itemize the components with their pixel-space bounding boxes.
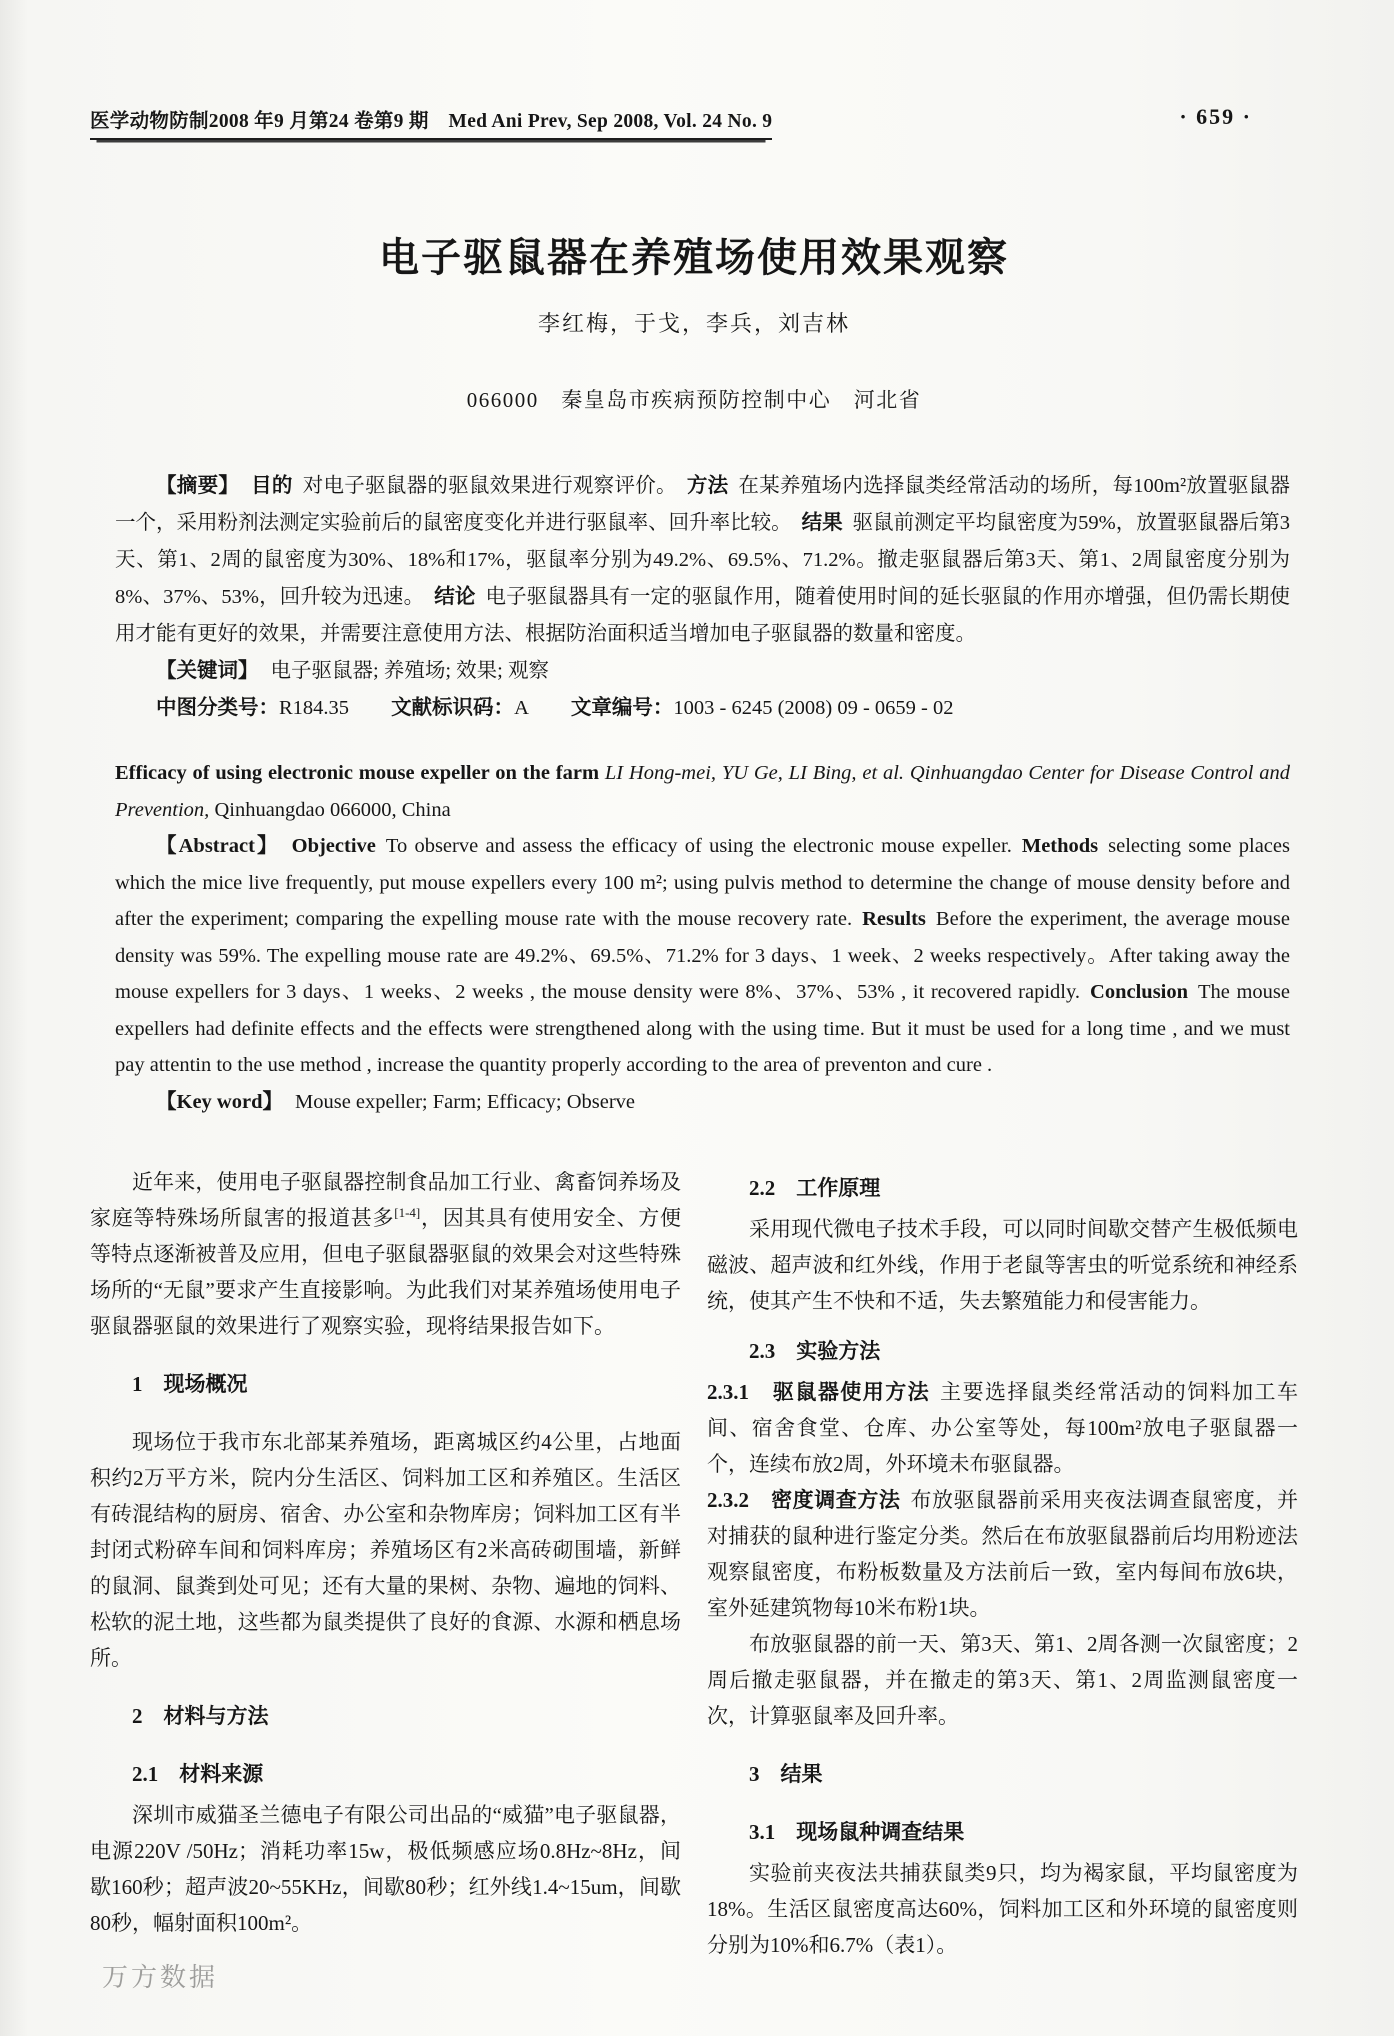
survey-result-paragraph: 实验前夹夜法共捕获鼠类9只，均为褐家鼠，平均鼠密度为18%。生活区鼠密度高达60%，饲料加工区和外环境的鼠密度则分别为10%和6.7%（表1）。 <box>707 1861 1298 1957</box>
affiliation-line: 066000 秦皇岛市疾病预防控制中心 河北省 <box>466 388 922 412</box>
art-label: 文章编号： <box>570 697 674 719</box>
page-number: · 659 · <box>1179 104 1252 129</box>
english-title-line <box>115 755 1290 828</box>
monitoring-schedule-paragraph: 布放驱鼠器的前一天、第3天、第1、2周各测一次鼠密度；2周后撤走驱鼠器，并在撤走的第3天、第1、2周监测鼠密度一次，计算驱鼠率及回升率。 <box>707 1632 1298 1728</box>
keywords-text: 电子驱鼠器; 养殖场; 效果; 观察 <box>270 660 549 682</box>
en-keyword-text: Mouse expeller; Farm; Efficacy; Observe <box>294 1090 636 1113</box>
conclusion-text: 电子驱鼠器具有一定的驱鼠作用，随着使用时间的延长驱鼠的作用亦增强，但仍需长期使用才能有更好的效果，并需要注意使用方法、根据防治面积适当增加电子驱鼠器的数量和密度。 <box>115 586 1290 645</box>
en-methods-text: selecting some places which the mice live frequently, put mouse expellers every 100 m²; using pulvis method to determine the change of mouse density before and after the experiment; comparing the expelling mouse rate with the mouse recovery rate. <box>115 835 1290 930</box>
subsection-heading-3-1: 3.1 现场鼠种调查结果 <box>749 1820 965 1844</box>
en-methods-head: Methods <box>1021 835 1099 857</box>
abstract-paragraph <box>115 468 1290 653</box>
chinese-abstract-block <box>115 468 1290 727</box>
english-title: Efficacy of using electronic mouse expeller on the farm <box>115 762 600 784</box>
authors-line: 李红梅，于戈，李兵，刘吉林 <box>537 311 850 336</box>
clc-value: R184.35 <box>279 697 350 719</box>
superscript-reference: [1-4] <box>394 1205 421 1220</box>
subsection-heading-2-2: 2.2 工作原理 <box>749 1176 881 1200</box>
en-conclusion-head: Conclusion <box>1090 981 1189 1003</box>
method-2-3-1-paragraph <box>707 1374 1298 1482</box>
subsection-heading-2-3: 2.3 实验方法 <box>749 1339 881 1363</box>
section-heading-1: 1 现场概况 <box>132 1372 248 1396</box>
results-text: 驱鼠前测定平均鼠密度为59%，放置驱鼠器后第3天、第1、2周的鼠密度为30%、18%和17%，驱鼠率分别为49.2%、69.5%、71.2%。撤走驱鼠器后第3天、第1、2周鼠密度分别为8%、37%、53%，回升较为迅速。 <box>115 512 1291 608</box>
subsection-heading-2-1: 2.1 材料来源 <box>132 1762 264 1786</box>
clc-label: 中图分类号： <box>156 697 279 719</box>
classification-line <box>115 690 1290 727</box>
english-affiliation-rest: Qinhuangdao 066000, China <box>214 798 451 821</box>
material-source-paragraph: 深圳市威猫圣兰德电子有限公司出品的“威猫”电子驱鼠器，电源220V /50Hz；消耗功率15w，极低频感应场0.8Hz~8Hz，间歇160秒；超声波20~55KHz，间歇80秒；红外线1.4~15um，间歇80秒，幅射面积100m²。 <box>90 1803 681 1935</box>
left-column <box>90 1164 681 1963</box>
methods-text: 在某养殖场内选择鼠类经常活动的场所，每100m²放置驱鼠器一个，采用粉剂法测定实验前后的鼠密度变化并进行驱鼠率、回升率比较。 <box>115 475 1291 534</box>
doc-value: A <box>514 697 529 719</box>
keywords-line <box>115 653 1290 690</box>
method-2-3-1-text: 主要选择鼠类经常活动的饲料加工车间、宿舍食堂、仓库、办公室等处，每100m²放电子驱鼠器一个，连续布放2周，外环境未布驱鼠器。 <box>707 1380 1298 1476</box>
journal-header <box>90 104 1298 140</box>
intro-paragraph <box>90 1164 681 1344</box>
article-title: 电子驱鼠器在养殖场使用效果观察 <box>379 235 1009 280</box>
heading-2-3-1: 2.3.1 驱鼠器使用方法 <box>707 1380 931 1404</box>
method-2-3-2-paragraph <box>707 1482 1298 1626</box>
en-abstract-label: 【Abstract】 <box>156 835 280 857</box>
intro-text-a: 近年来，使用电子驱鼠器控制食品加工行业、禽畜饲养场及家庭等特殊场所鼠害的报道甚多 <box>90 1170 681 1230</box>
working-principle-paragraph: 采用现代微电子技术手段，可以同时间歇交替产生极低频电磁波、超声波和红外线，作用于老鼠等害虫的听觉系统和神经系统，使其产生不快和不适，失去繁殖能力和侵害能力。 <box>707 1217 1298 1313</box>
en-results-text: Before the experiment, the average mouse density was 59%. The expelling mouse rate are 49.2%、69.5%、71.2% for 3 days、1 week、2 weeks respectively。After taking away the mouse expellers for 3 days、1 weeks、2 weeks , the mouse density were 8%、37%、53% , it recovered rapidly. <box>115 908 1290 1003</box>
section-heading-2: 2 材料与方法 <box>132 1704 269 1728</box>
en-results-head: Results <box>862 908 926 930</box>
right-column <box>707 1164 1298 1963</box>
heading-2-3-2: 2.3.2 密度调查方法 <box>707 1488 901 1512</box>
section-heading-3: 3 结果 <box>749 1762 823 1786</box>
en-conclusion-text: The mouse expellers had definite effects and the effects were strengthened along with the using time. But it must be used for a long time , and we must pay attentin to the use method , increase the quantity properly according to the area of preventon and cure . <box>115 981 1290 1076</box>
journal-issue-line: 医学动物防制2008 年9 月第24 卷第9 期 Med Ani Prev, Sep 2008, Vol. 24 No. 9 <box>90 105 772 140</box>
objective-text: 对电子驱鼠器的驱鼠效果进行观察评价。 <box>302 475 677 497</box>
english-abstract-block <box>115 755 1290 1120</box>
body-columns <box>90 1164 1298 1963</box>
keywords-label: 【关键词】 <box>156 660 259 682</box>
en-objective-head: Objective <box>291 835 376 857</box>
doc-label: 文献标识码： <box>391 697 515 719</box>
art-value: 1003 - 6245 (2008) 09 - 0659 - 02 <box>673 697 954 719</box>
en-keyword-label: 【Key word】 <box>156 1090 283 1113</box>
document-code <box>391 697 529 719</box>
results-head: 结果 <box>801 512 843 534</box>
objective-head: 目的 <box>251 475 293 497</box>
wanfang-watermark: 万方数据 <box>102 1963 219 1992</box>
abstract-label: 【摘要】 <box>156 475 240 497</box>
english-keywords-line <box>115 1084 1290 1121</box>
method-2-3-2-text: 布放驱鼠器前采用夹夜法调查鼠密度，并对捕获的鼠种进行鉴定分类。然后在布放驱鼠器前后均用粉迹法观察鼠密度，布粉板数量及方法前后一致，室内每间布放6块，室外延建筑物每10米布粉1块。 <box>707 1488 1299 1620</box>
intro-text-b: ，因其具有使用安全、方便等特点逐渐被普及应用，但电子驱鼠器驱鼠的效果会对这些特殊场所的“无鼠”要求产生直接影响。为此我们对某养殖场使用电子驱鼠器驱鼠的效果进行了观察实验，现将结果报告如下。 <box>90 1206 682 1338</box>
clc-number <box>156 697 349 719</box>
english-abstract-paragraph <box>115 828 1290 1084</box>
site-description-paragraph: 现场位于我市东北部某养殖场，距离城区约4公里，占地面积约2万平方米，院内分生活区、饲料加工区和养殖区。生活区有砖混结构的厨房、宿舍、办公室和杂物库房；饲料加工区有半封闭式粉碎车间和饲料库房；养殖场区有2米高砖砌围墙，新鲜的鼠洞、鼠粪到处可见；还有大量的果树、杂物、遍地的饲料、松软的泥土地，这些都为鼠类提供了良好的食源、水源和栖息场所。 <box>90 1430 681 1670</box>
article-id <box>571 697 954 719</box>
english-authors-affiliation: LI Hong-mei, YU Ge, LI Bing, et al. Qinhuangdao Center for Disease Control and Prevention, <box>115 762 1290 821</box>
en-objective-text: To observe and assess the efficacy of using the electronic mouse expeller. <box>385 835 1012 857</box>
conclusion-head: 结论 <box>434 586 476 608</box>
methods-head: 方法 <box>686 475 729 497</box>
